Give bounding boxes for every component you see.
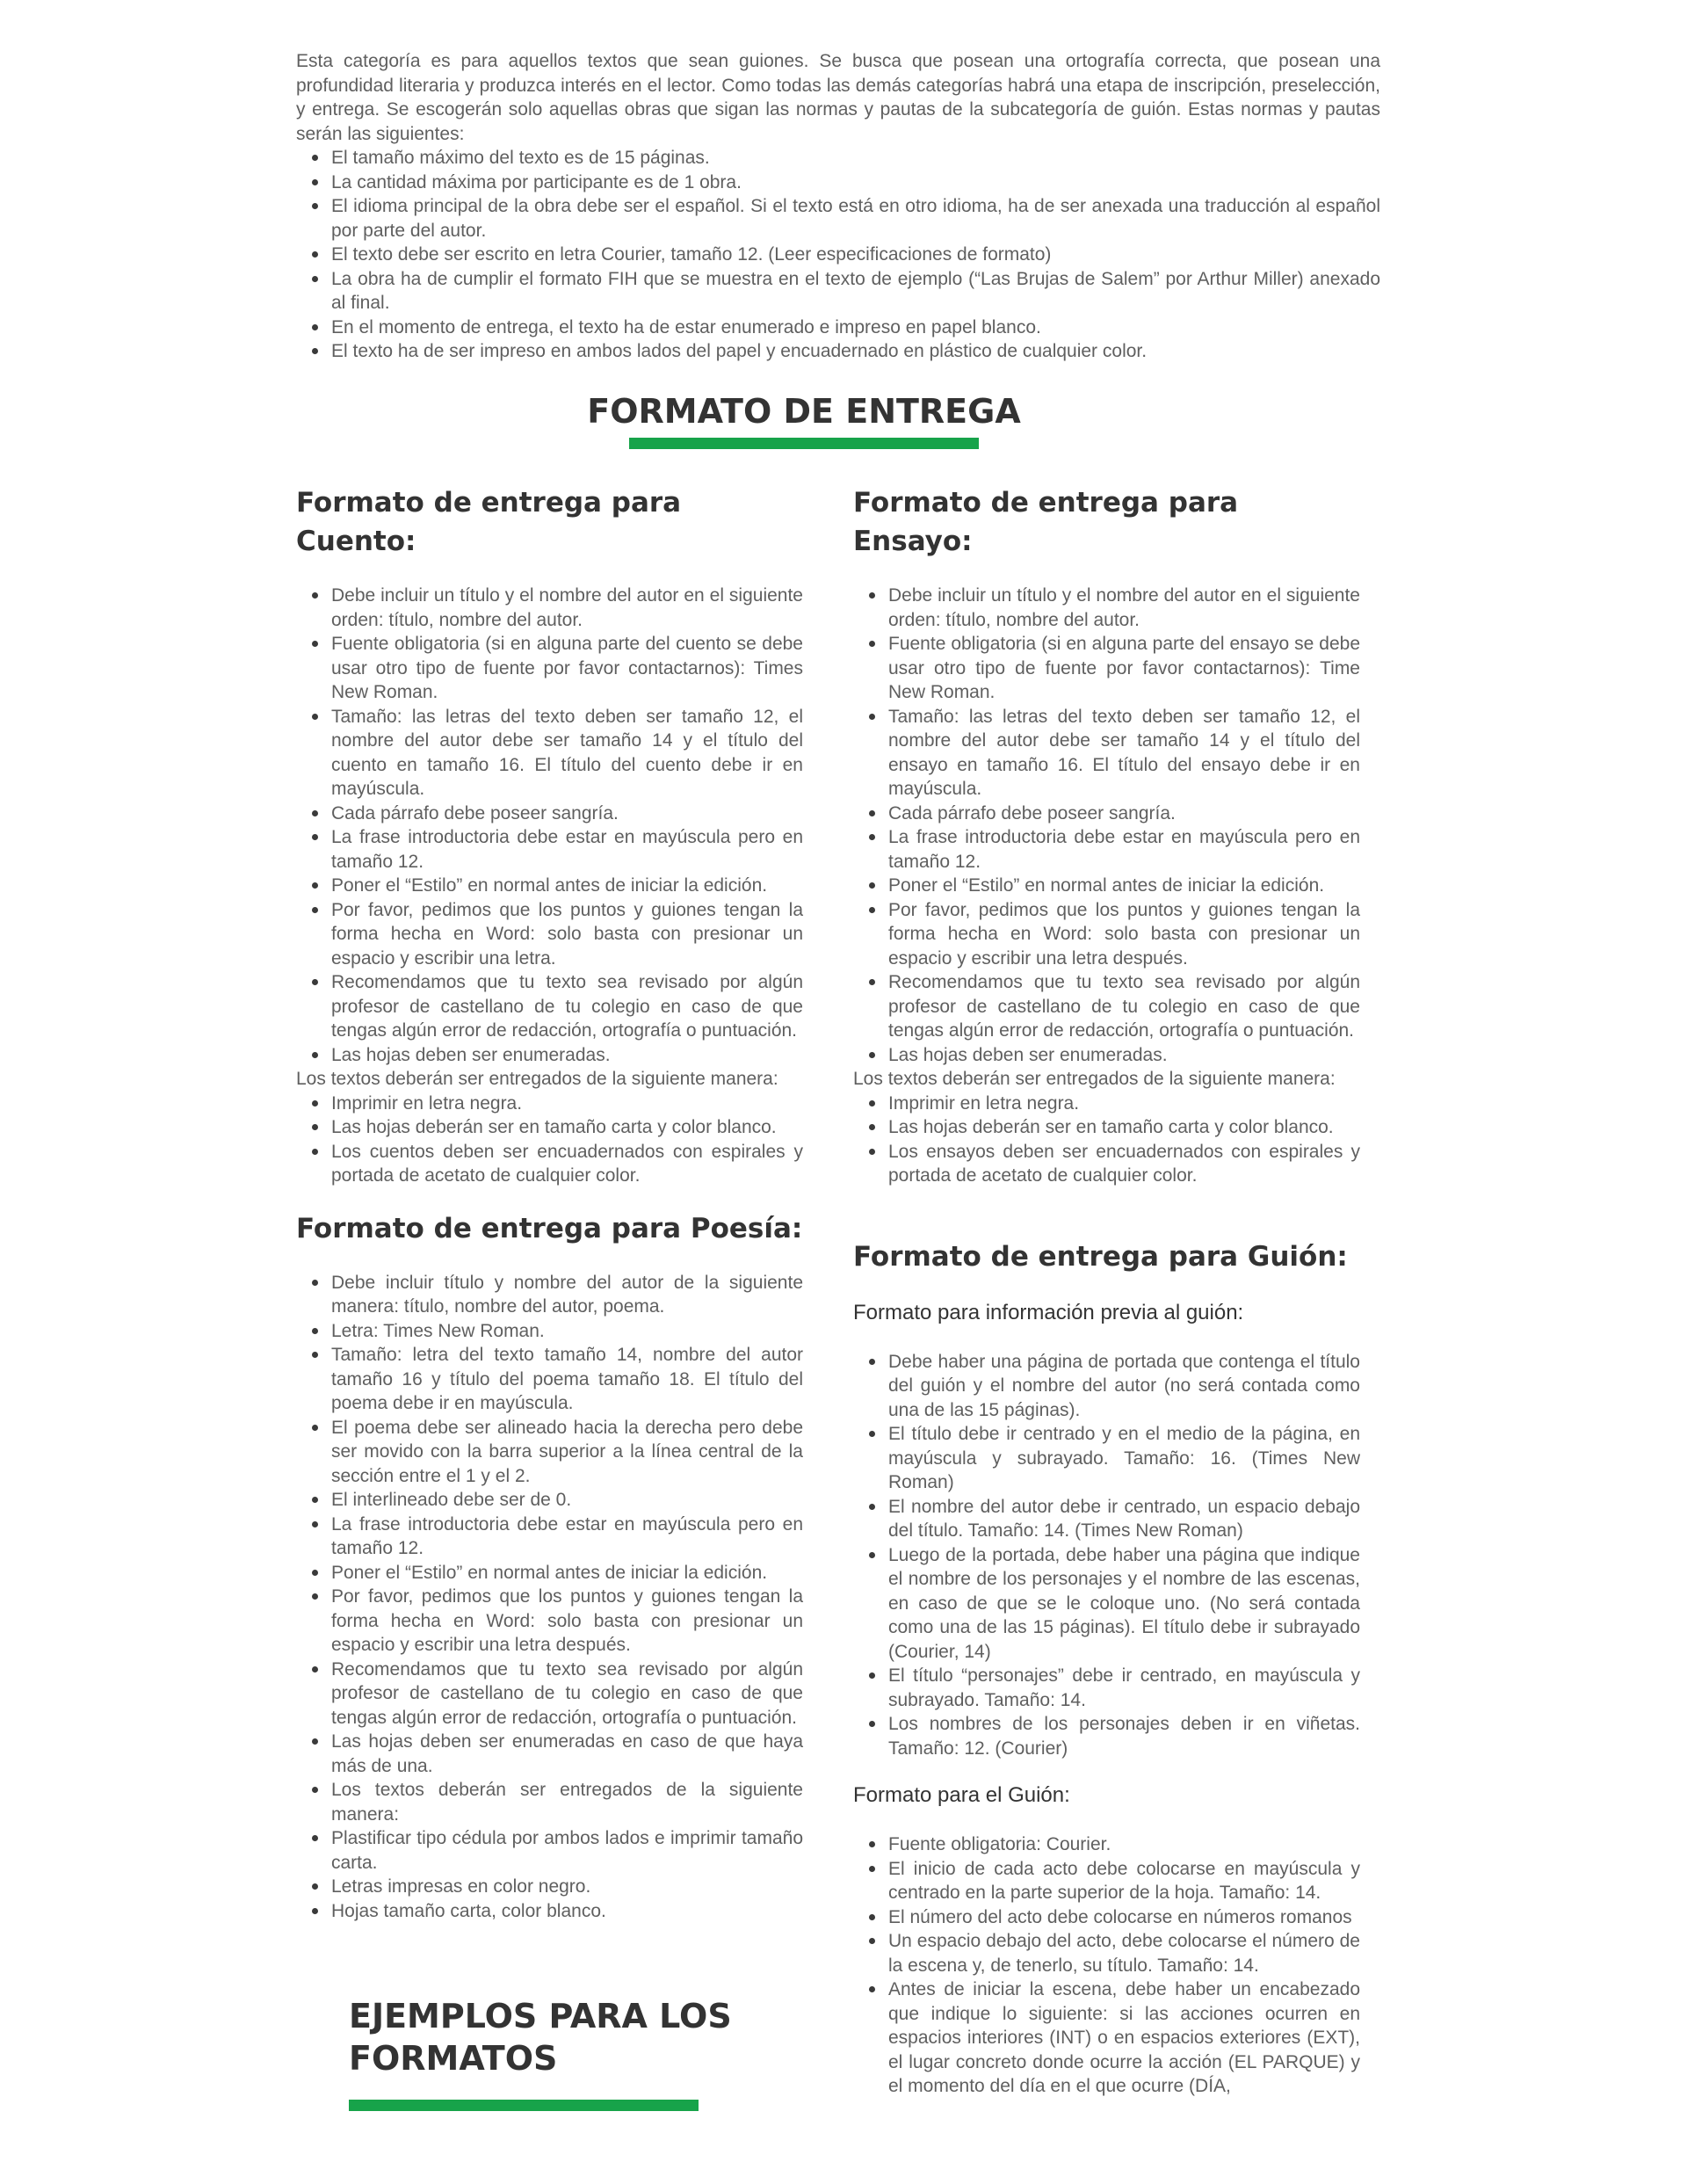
ejemplos-title: EJEMPLOS PARA LOS FORMATOS [349, 1997, 732, 2078]
list-item: El título debe ir centrado y en el medio de la página, en mayúscula y subrayado. Tamaño: 16. (Times New Roman) [888, 1422, 1360, 1495]
list-item: Las hojas deben ser enumeradas. [888, 1043, 1360, 1068]
cuento-delivery-intro: Los textos deberán ser entregados de la siguiente manera: [296, 1069, 778, 1089]
list-item: El texto ha de ser impreso en ambos lados del papel y encuadernado en plástico de cualquier color. [331, 339, 1380, 364]
title-underline-bar [629, 438, 979, 449]
list-item: Las hojas deberán ser en tamaño carta y color blanco. [331, 1115, 803, 1140]
list-item: Las hojas deben ser enumeradas. [331, 1043, 803, 1068]
list-item: El título “personajes” debe ir centrado, en mayúscula y subrayado. Tamaño: 14. [888, 1664, 1360, 1712]
list-item: Recomendamos que tu texto sea revisado por algún profesor de castellano de tu colegio en caso de que tengas algún error de redacción, ortografía o puntuación. [331, 1658, 803, 1731]
list-item: El número del acto debe colocarse en números romanos [888, 1905, 1360, 1930]
list-item: La cantidad máxima por participante es de 1 obra. [331, 171, 1380, 195]
list-item: Plastificar tipo cédula por ambos lados e imprimir tamaño carta. [331, 1826, 803, 1875]
list-item: Tamaño: letra del texto tamaño 14, nombre del autor tamaño 16 y título del poema tamaño 18. El título del poema debe ir en mayúscula. [331, 1343, 803, 1416]
list-item: En el momento de entrega, el texto ha de estar enumerado e impreso en papel blanco. [331, 316, 1380, 340]
list-item: Imprimir en letra negra. [888, 1092, 1360, 1116]
list-item: Luego de la portada, debe haber una página que indique el nombre de los personajes y el nombre de las escenas, en caso de que se le coloque uno. (No será contada como una de las 15 páginas). El título debe ir subrayado (Courier, 14) [888, 1543, 1360, 1665]
list-item: La frase introductoria debe estar en mayúscula pero en tamaño 12. [888, 825, 1360, 874]
list-item: Poner el “Estilo” en normal antes de iniciar la edición. [331, 874, 803, 898]
list-item: Los nombres de los personajes deben ir en viñetas. Tamaño: 12. (Courier) [888, 1712, 1360, 1760]
list-item: Poner el “Estilo” en normal antes de iniciar la edición. [888, 874, 1360, 898]
list-item: Debe incluir título y nombre del autor de la siguiente manera: título, nombre del autor, poema. [331, 1271, 803, 1319]
intro-list [296, 146, 1380, 364]
list-item: El inicio de cada acto debe colocarse en mayúscula y centrado en la parte superior de la hoja. Tamaño: 14. [888, 1857, 1360, 1905]
intro-paragraph: Esta categoría es para aquellos textos que sean guiones. Se busca que posean una ortografía correcta, que posean una profundidad literaria y produzca interés en el lector. Como todas las demás categorías habrá una etapa de inscripción, preselección, y entrega. Se escogerán solo aquellas obras que sigan las normas y pautas de la subcategoría de guión. Estas normas y pautas serán las siguientes: [296, 51, 1380, 144]
cuento-delivery-list [296, 1092, 803, 1188]
list-item: Recomendamos que tu texto sea revisado por algún profesor de castellano de tu colegio en caso de que tengas algún error de redacción, ortografía o puntuación. [331, 970, 803, 1043]
list-item: La obra ha de cumplir el formato FIH que se muestra en el texto de ejemplo (“Las Brujas de Salem” por Arthur Miller) anexado al final. [331, 267, 1380, 316]
list-item: El nombre del autor debe ir centrado, un espacio debajo del título. Tamaño: 14. (Times New Roman) [888, 1495, 1360, 1543]
guion-previa-heading: Formato para información previa al guión: [853, 1300, 1244, 1324]
list-item: Recomendamos que tu texto sea revisado por algún profesor de castellano de tu colegio en caso de que tengas algún error de redacción, ortografía o puntuación. [888, 970, 1360, 1043]
cuento-heading: Formato de entrega para Cuento: [296, 487, 682, 557]
list-item: Debe incluir un título y el nombre del autor en el siguiente orden: título, nombre del autor. [888, 584, 1360, 632]
list-item: Por favor, pedimos que los puntos y guiones tengan la forma hecha en Word: solo basta con presionar un espacio y escribir una letra después. [331, 1585, 803, 1658]
list-item: Por favor, pedimos que los puntos y guiones tengan la forma hecha en Word: solo basta con presionar un espacio y escribir una letra después. [888, 898, 1360, 971]
list-item: El idioma principal de la obra debe ser el español. Si el texto está en otro idioma, ha de ser anexada una traducción al español por parte del autor. [331, 194, 1380, 243]
intro-section [296, 49, 1380, 364]
ensayo-delivery-intro: Los textos deberán ser entregados de la siguiente manera: [853, 1069, 1336, 1089]
list-item: Un espacio debajo del acto, debe colocarse el número de la escena y, de tenerlo, su título. Tamaño: 14. [888, 1929, 1360, 1977]
left-column [296, 483, 803, 1923]
guion-previa-list [853, 1350, 1360, 1761]
poesia-heading: Formato de entrega para Poesía: [296, 1212, 803, 1244]
list-item: Letras impresas en color negro. [331, 1875, 803, 1899]
cuento-list [296, 584, 803, 1067]
list-item: Hojas tamaño carta, color blanco. [331, 1899, 803, 1924]
list-item: Fuente obligatoria (si en alguna parte del ensayo se debe usar otro tipo de fuente por favor contactarnos): Time New Roman. [888, 632, 1360, 705]
formato-de-entrega-title: FORMATO DE ENTREGA [587, 392, 1021, 431]
list-item: Las hojas deben ser enumeradas en caso de que haya más de una. [331, 1730, 803, 1778]
list-item: El texto debe ser escrito en letra Courier, tamaño 12. (Leer especificaciones de formato) [331, 243, 1380, 267]
list-item: Cada párrafo debe poseer sangría. [331, 802, 803, 826]
list-item: Por favor, pedimos que los puntos y guiones tengan la forma hecha en Word: solo basta con presionar un espacio y escribir una letra. [331, 898, 803, 971]
list-item: La frase introductoria debe estar en mayúscula pero en tamaño 12. [331, 825, 803, 874]
guion-formato-list [853, 1832, 1360, 2099]
ensayo-delivery-list [853, 1092, 1360, 1188]
list-item: Los ensayos deben ser encuadernados con espirales y portada de acetato de cualquier color. [888, 1140, 1360, 1188]
title-underline-bar [349, 2100, 699, 2111]
list-item: Cada párrafo debe poseer sangría. [888, 802, 1360, 826]
list-item: Los textos deberán ser entregados de la siguiente manera: [331, 1778, 803, 1826]
list-item: Fuente obligatoria (si en alguna parte del cuento se debe usar otro tipo de fuente por favor contactarnos): Times New Roman. [331, 632, 803, 705]
list-item: Debe haber una página de portada que contenga el título del guión y el nombre del autor (no será contada como una de las 15 páginas). [888, 1350, 1360, 1423]
list-item: Tamaño: las letras del texto deben ser tamaño 12, el nombre del autor debe ser tamaño 14 y el título del ensayo en tamaño 16. El título del ensayo debe ir en mayúscula. [888, 705, 1360, 802]
poesia-list [296, 1271, 803, 1924]
list-item: El interlineado debe ser de 0. [331, 1488, 803, 1513]
list-item: Las hojas deberán ser en tamaño carta y color blanco. [888, 1115, 1360, 1140]
ensayo-heading: Formato de entrega para Ensayo: [853, 487, 1239, 557]
guion-formato-heading: Formato para el Guión: [853, 1783, 1070, 1807]
list-item: Letra: Times New Roman. [331, 1319, 803, 1344]
list-item: Tamaño: las letras del texto deben ser tamaño 12, el nombre del autor debe ser tamaño 14 y el título del cuento en tamaño 16. El título del cuento debe ir en mayúscula. [331, 705, 803, 802]
list-item: El tamaño máximo del texto es de 15 páginas. [331, 146, 1380, 171]
guion-heading: Formato de entrega para Guión: [853, 1240, 1348, 1273]
list-item: La frase introductoria debe estar en mayúscula pero en tamaño 12. [331, 1513, 803, 1561]
list-item: Imprimir en letra negra. [331, 1092, 803, 1116]
list-item: El poema debe ser alineado hacia la derecha pero debe ser movido con la barra superior a la línea central de la sección entre el 1 y el 2. [331, 1416, 803, 1489]
ensayo-list [853, 584, 1360, 1067]
list-item: Fuente obligatoria: Courier. [888, 1832, 1360, 1857]
right-column [853, 483, 1360, 2099]
list-item: Debe incluir un título y el nombre del autor en el siguiente orden: título, nombre del autor. [331, 584, 803, 632]
list-item: Antes de iniciar la escena, debe haber un encabezado que indique lo siguiente: si las acciones ocurren en espacios interiores (INT) o en espacios exteriores (EXT), el lugar concreto donde ocurre la acción (EL PARQUE) y el momento del día en el que ocurre (DÍA, [888, 1977, 1360, 2099]
list-item: Poner el “Estilo” en normal antes de iniciar la edición. [331, 1561, 803, 1585]
list-item: Los cuentos deben ser encuadernados con espirales y portada de acetato de cualquier color. [331, 1140, 803, 1188]
